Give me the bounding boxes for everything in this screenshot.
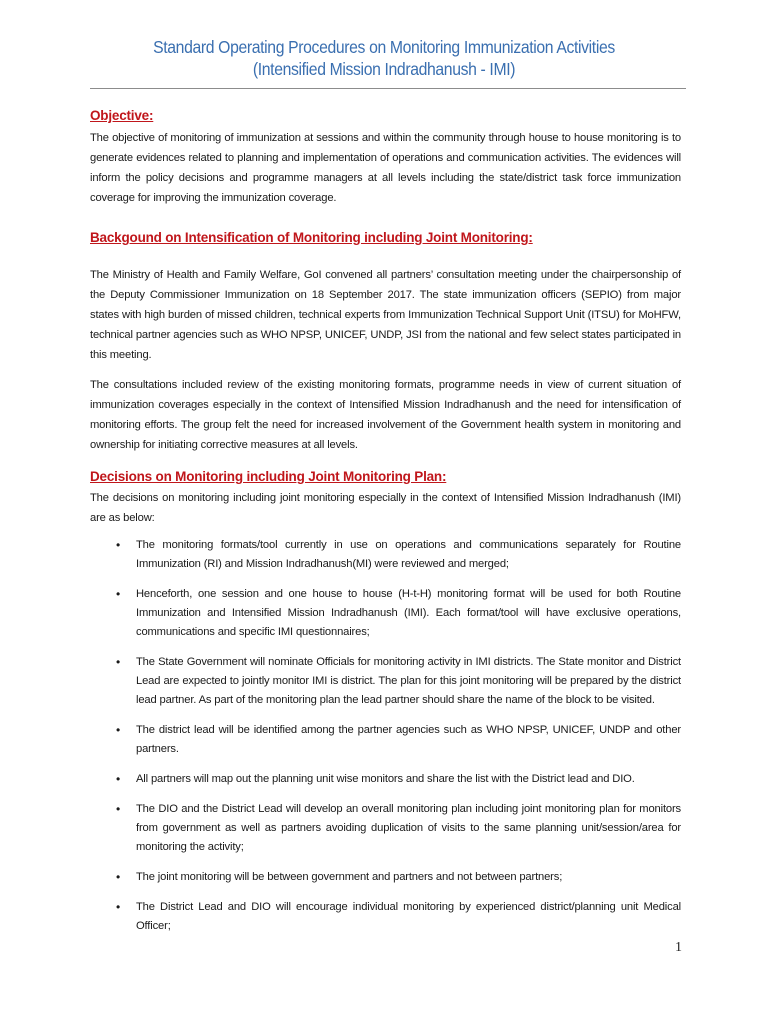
objective-heading: Objective: [90,108,154,123]
bullet-icon: • [116,802,121,816]
document-body [90,98,681,947]
list-item [116,536,681,574]
bullet-icon: • [116,772,121,786]
background-heading: Backgound on Intensification of Monitoring including Joint Monitoring: [90,230,533,245]
bullet-icon: • [116,723,121,737]
document-title-line-2: (Intensified Mission Indradhanush - IMI) [252,59,516,79]
decisions-heading: Decisions on Monitoring including Joint Monitoring Plan: [90,469,447,484]
header-divider [90,88,686,89]
list-item [116,653,681,710]
list-item-text: All partners will map out the planning unit wise monitors and share the list with the District lead and DIO. [136,773,635,785]
objective-paragraph: The objective of monitoring of immunization at sessions and within the community through house to house monitoring is to generate evidences related to planning and implementation of operations and communication activities. The evidences will inform the policy decisions and programme managers at all levels including the state/district task force immunization coverage for improving the immunization coverage. [90,132,681,204]
bullet-icon: • [116,587,121,601]
bullet-icon: • [116,870,121,884]
list-item-text: The State Government will nominate Officials for monitoring activity in IMI districts. The State monitor and District Lead are expected to jointly monitor IMI is district. The plan for this joint monitoring will be prepared by the district lead partner. As part of the monitoring plan the lead partner should share the name of the block to be visited. [136,656,681,706]
list-item-text: Henceforth, one session and one house to house (H-t-H) monitoring format will be used for both Routine Immunization and Intensified Mission Indradhanush (IMI). Each format/tool will have exclusive operations, communications and specific IMI questionnaires; [136,588,681,638]
background-paragraph-2: The consultations included review of the existing monitoring formats, programme needs in view of current situation of immunization coverages especially in the context of Intensified Mission Indradhanush and the need for intensification of monitoring efforts. The group felt the need for increased involvement of the Government health system in monitoring and ownership for initiating corrective measures at all levels. [90,379,681,451]
list-item [116,721,681,759]
document-title-line-1: Standard Operating Procedures on Monitoring Immunization Activities [153,37,615,57]
list-item [116,770,681,789]
list-item-text: The joint monitoring will be between government and partners and not between partners; [136,871,563,883]
list-item-text: The District Lead and DIO will encourage individual monitoring by experienced district/planning unit Medical Officer; [136,901,681,932]
background-paragraph-1: The Ministry of Health and Family Welfare, GoI convened all partners’ consultation meeting under the chairpersonship of the Deputy Commissioner Immunization on 18 September 2017. The state immunization officers (SEPIO) from major states with high burden of missed children, technical experts from Immunization Technical Support Unit (ITSU) for MoHFW, technical partner agencies such as WHO NPSP, UNICEF, UNDP, JSI from the national and few select states participated in this meeting. [90,269,681,361]
list-item-text: The monitoring formats/tool currently in use on operations and communications separately for Routine Immunization (RI) and Mission Indradhanush(MI) were reviewed and merged; [136,539,681,570]
bullet-icon: • [116,900,121,914]
bullet-icon: • [116,538,121,552]
bullet-icon: • [116,655,121,669]
decisions-intro: The decisions on monitoring including joint monitoring especially in the context of Intensified Mission Indradhanush (IMI) are as below: [90,492,681,524]
list-item-text: The district lead will be identified among the partner agencies such as WHO NPSP, UNICEF, UNDP and other partners. [136,724,681,755]
list-item-text: The DIO and the District Lead will develop an overall monitoring plan including joint monitoring plan for monitors from government as well as partners avoiding duplication of visits to the same planning unit/session/area for monitoring the activity; [136,803,681,853]
page-number: 1 [675,940,682,955]
list-item [116,585,681,642]
document-header [0,36,768,80]
list-item [116,868,681,887]
list-item [116,800,681,857]
list-item [116,898,681,936]
decisions-list [90,536,681,936]
